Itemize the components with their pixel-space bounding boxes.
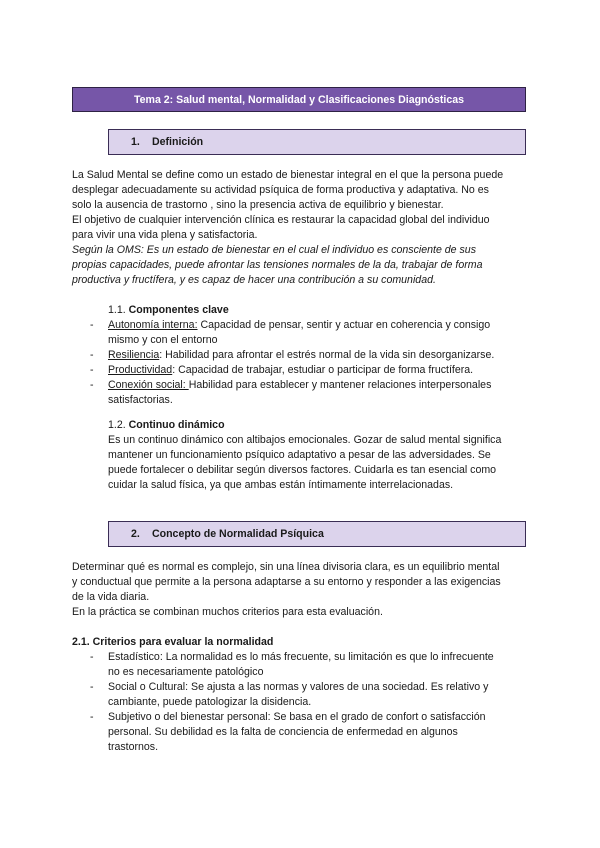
criteria-list: [90, 650, 538, 755]
oms-definition-line: productiva y fructífera, y es capaz de hacer una contribución a su comunidad.: [72, 274, 436, 286]
list-item: [90, 680, 538, 710]
text-line: solo la ausencia de trastorno , sino la presencia activa de equilibrio y bienestar.: [72, 199, 444, 211]
text-line: Es un continuo dinámico con altibajos emocionales. Gozar de salud mental significa: [108, 434, 502, 446]
text-line: Determinar qué es normal es complejo, sin una línea divisoria clara, es un equilibrio mental: [72, 561, 500, 573]
bullet: -: [90, 379, 94, 391]
list-item: [90, 650, 538, 680]
text-line: desplegar adecuadamente su actividad psíquica de forma productiva y adaptativa. No es: [72, 184, 489, 196]
bullet: -: [90, 651, 94, 663]
section-2-number: 2.: [131, 528, 140, 540]
list-item-text: satisfactorias.: [108, 394, 173, 406]
list-item: [90, 348, 538, 363]
list-item-text: personal. Su debilidad es la falta de conciencia de enfermedad en algunos: [108, 726, 458, 738]
oms-definition-line: propias capacidades, puede afrontar las tensiones normales de la da, trabajar de forma: [72, 259, 483, 271]
section-1-number: 1.: [131, 136, 140, 148]
section-2-heading: Concepto de Normalidad Psíquica: [151, 528, 324, 540]
list-item-text: trastornos.: [108, 741, 159, 753]
section-1-heading: Definición: [151, 136, 204, 148]
text-line: y conductual que permite a la persona adaptarse a su entorno y responder a las exigencias: [72, 576, 501, 588]
list-item-term: Conexión social:: [108, 379, 189, 391]
text-line: puede fortalecer o debilitar según diversos factores. Cuidarla es tan esencial como: [108, 464, 497, 476]
bullet: -: [90, 364, 94, 376]
text-line: cuidar la salud física, ya que ambas están íntimamente interrelacionadas.: [108, 479, 454, 491]
list-item: [90, 710, 538, 755]
list-item-term: Resiliencia: [108, 349, 160, 361]
components-list: [90, 318, 538, 408]
subsection-number: 1.2.: [108, 419, 126, 431]
section-1-header: [108, 129, 526, 155]
subsection-1-1-heading: [108, 303, 229, 318]
list-item-text: : Habilidad para afrontar el estrés normal de la vida sin desorganizarse.: [159, 349, 495, 361]
list-item-text: Social o Cultural: Se ajusta a las normas y valores de una sociedad. Es relativo y: [108, 681, 489, 693]
text-line: En la práctica se combinan muchos criterios para esta evaluación.: [72, 606, 383, 618]
subsection-2-1-heading: 2.1. Criterios para evaluar la normalidad: [72, 636, 274, 648]
subsection-number: 1.1.: [108, 304, 126, 316]
list-item: [90, 318, 538, 348]
bullet: -: [90, 349, 94, 361]
list-item-term: Autonomía interna:: [108, 319, 198, 331]
continuum-paragraph: [108, 433, 501, 493]
list-item-text: Subjetivo o del bienestar personal: Se basa en el grado de confort o satisfacción: [108, 711, 486, 723]
oms-definition-line: Según la OMS: Es un estado de bienestar en el cual el individuo es consciente de sus: [72, 244, 476, 256]
list-item-text: no es necesariamente patológico: [108, 666, 264, 678]
bullet: -: [90, 711, 94, 723]
list-item-text: mismo y con el entorno: [108, 334, 218, 346]
text-line: La Salud Mental se define como un estado de bienestar integral en el que la persona puede: [72, 169, 504, 181]
list-item-text: Capacidad de pensar, sentir y actuar en coherencia y consigo: [197, 319, 491, 331]
list-item: [90, 363, 538, 378]
list-item-text: cambiante, puede patologizar la disidencia.: [108, 696, 312, 708]
subsection-title: Continuo dinámico: [128, 419, 225, 431]
bullet: -: [90, 681, 94, 693]
section-2-header: [108, 521, 526, 547]
text-line: El objetivo de cualquier intervención clínica es restaurar la capacidad global del individuo: [72, 214, 490, 226]
list-item: [90, 378, 538, 408]
section-2-intro: [72, 560, 501, 620]
subsection-1-2-heading: [108, 418, 225, 433]
page-title-banner: Tema 2: Salud mental, Normalidad y Clasificaciones Diagnósticas: [72, 87, 526, 112]
text-line: para vivir una vida plena y satisfactoria.: [72, 229, 258, 241]
text-line: mantener un funcionamiento psíquico adaptativo a pesar de las adversidades. Se: [108, 449, 491, 461]
list-item-text: Habilidad para establecer y mantener relaciones interpersonales: [188, 379, 492, 391]
subsection-title: Componentes clave: [128, 304, 229, 316]
list-item-text: : Capacidad de trabajar, estudiar o participar de forma fructífera.: [172, 364, 474, 376]
bullet: -: [90, 319, 94, 331]
text-line: de la vida diaria.: [72, 591, 150, 603]
list-item-term: Productividad: [108, 364, 173, 376]
section-1-intro: [72, 168, 503, 288]
list-item-text: Estadístico: La normalidad es lo más frecuente, su limitación es que lo infrecuente: [108, 651, 494, 663]
